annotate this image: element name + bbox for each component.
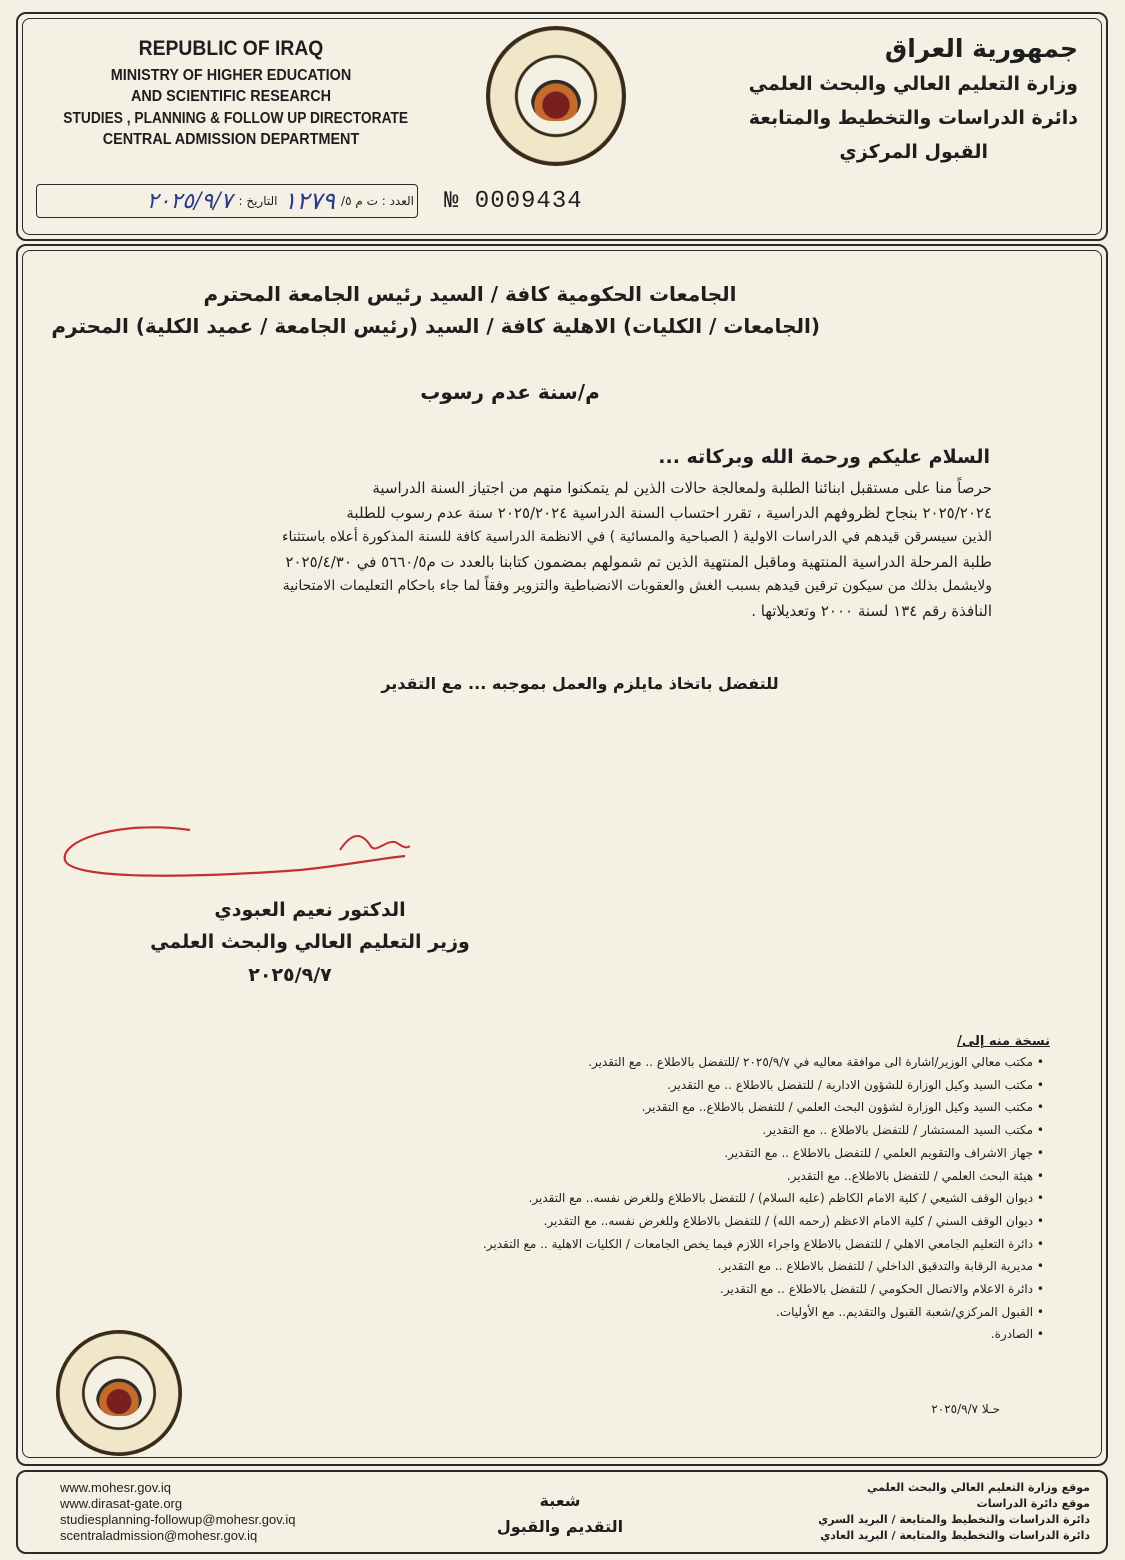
recipients-block — [51, 278, 820, 342]
footer-desc: دائرة الدراسات والتخطيط والمتابعة / البريد السري — [818, 1513, 1090, 1526]
list-item: • مديرية الرقابة والتدقيق الداخلي / للتفضل بالاطلاع .. مع التقدير. — [290, 1255, 1044, 1278]
footer-section-label: شعبة — [539, 1491, 581, 1510]
list-item: • دائرة الاعلام والاتصال الحكومي / للتفضل بالاطلاع .. مع التقدير. — [290, 1278, 1044, 1301]
body-line: طلبة المرحلة الدراسية المنتهية وماقبل المنتهية الذين تم شمولهم بمضمون كتابنا بالعدد ت م٥٦٦٠/٥ في ٢٠٢٥/٤/٣٠ — [285, 552, 992, 571]
signatory-title: وزير التعليم العالي والبحث العلمي — [150, 931, 470, 954]
list-item: • جهاز الاشراف والتقويم العلمي / للتفضل بالاطلاع .. مع التقدير. — [290, 1142, 1044, 1165]
ministry-name-ar: وزارة التعليم العالي والبحث العلمي — [748, 73, 1078, 95]
list-item: • هيئة البحث العلمي / للتفضل بالاطلاع.. مع التقدير. — [290, 1165, 1044, 1188]
body-line: ولايشمل بذلك من سيكون ترقين قيدهم بسبب الغش والعقوبات الانضباطية والتزوير وفقاً لما جاء باحكام التعليمات الامتحانية — [282, 578, 992, 594]
reference-line — [40, 186, 414, 216]
body-line: النافذة رقم ١٣٤ لسنة ٢٠٠٠ وتعديلاتها . — [751, 601, 992, 620]
list-item: • مكتب السيد المستشار / للتفضل بالاطلاع .. مع التقدير. — [290, 1119, 1044, 1142]
footer-website: www.mohesr.gov.iq — [60, 1480, 172, 1495]
copies-block — [290, 1034, 1050, 1346]
signatory-date: ٢٠٢٥/٩/٧ — [248, 963, 332, 986]
list-item: • مكتب السيد وكيل الوزارة لشؤون البحث العلمي / للتفضل بالاطلاع.. مع التقدير. — [290, 1096, 1044, 1119]
footer-contacts — [60, 1480, 420, 1544]
seal-emblem-icon — [96, 1368, 141, 1416]
body-line: حرصاً منا على مستقبل ابنائنا الطلبة ولمعالجة حالات الذين لم يتمكنوا منهم من اجتياز السنة الدراسية — [372, 479, 992, 497]
republic-title-en: REPUBLIC OF IRAQ — [138, 37, 324, 60]
copies-list — [290, 1051, 1044, 1346]
recipient-line-1: الجامعات الحكومية كافة / السيد رئيس الجامعة المحترم — [203, 282, 737, 306]
footer-desc: موقع دائرة الدراسات — [976, 1497, 1090, 1510]
footer-email: studiesplanning-followup@mohesr.gov.iq — [60, 1512, 296, 1527]
signatory-block — [140, 894, 480, 991]
footer-section-name: التقديم والقبول — [496, 1517, 624, 1536]
greeting: السلام عليكم ورحمة الله وبركاته ... — [658, 446, 990, 468]
footer-website-2: www.dirasat-gate.org — [60, 1496, 183, 1511]
footer-desc: دائرة الدراسات والتخطيط والمتابعة / البريد العادي — [820, 1529, 1090, 1542]
department-name-ar: القبول المركزي — [839, 141, 988, 163]
seal-emblem-icon — [531, 68, 581, 121]
footer-email-2: scentraladmission@mohesr.gov.iq — [60, 1528, 258, 1543]
list-item: • مكتب السيد وكيل الوزارة للشؤون الادارية / للتفضل بالاطلاع .. مع التقدير. — [290, 1074, 1044, 1097]
date-value: ٢٠٢٥/٩/٧ — [146, 188, 233, 214]
list-item: • ديوان الوقف السني / كلية الامام الاعظم (رحمه الله) / للتفضل بالاطلاع وللغرض نفسه.. مع التقدير. — [290, 1210, 1044, 1233]
recipient-line-2: (الجامعات / الكليات) الاهلية كافة / السيد (رئيس الجامعة / عميد الكلية) المحترم — [51, 314, 820, 338]
footer-section — [470, 1488, 650, 1540]
serial-number: № 0009434 — [444, 188, 583, 215]
department-name-en: CENTRAL ADMISSION DEPARTMENT — [102, 130, 360, 148]
body-line: ٢٠٢٥/٢٠٢٤ بنجاح لظروفهم الدراسية ، تقرر احتساب السنة الدراسية ٢٠٢٥/٢٠٢٤ سنة عدم رسوب للطلبة — [346, 503, 992, 522]
closing-line: للتفضل باتخاذ مايلزم والعمل بموجبه ... مع التقدير — [381, 674, 779, 693]
footer-desc: موقع وزارة التعليم العالي والبحث العلمي — [867, 1481, 1090, 1494]
list-item: • دائرة التعليم الجامعي الاهلي / للتفضل بالاطلاع واجراء اللازم فيما يخص الجامعات / الكليات الاهلية .. مع التقدير. — [290, 1233, 1044, 1256]
english-letterhead — [36, 36, 426, 149]
list-item: • ديوان الوقف الشيعي / كلية الامام الكاظم (عليه السلام) / للتفضل بالاطلاع وللغرض نفسه.. مع التقدير. — [290, 1187, 1044, 1210]
reference-label: العدد : ت م ٥/ — [341, 194, 414, 208]
subject: م/سنة عدم رسوب — [420, 380, 600, 404]
body-line: الذين سيسرقن قيدهم في الدراسات الاولية ( الصباحية والمسائية ) في الانظمة الدراسية كافة للسنة المذكورة أعلاه باستثناء — [281, 529, 992, 545]
arabic-letterhead — [690, 34, 1078, 163]
republic-title-ar: جمهورية العراق — [884, 34, 1078, 63]
directorate-name-ar: دائرة الدراسات والتخطيط والمتابعة — [748, 107, 1078, 129]
list-item: • الصادرة. — [290, 1323, 1044, 1346]
signatory-name: الدكتور نعيم العبودي — [214, 899, 406, 921]
reference-number: ١٢٧٩ — [283, 187, 336, 215]
list-item: • القبول المركزي/شعبة القبول والتقديم.. مع الأوليات. — [290, 1301, 1044, 1324]
initials-date: حـلا ٢٠٢٥/٩/٧ — [931, 1402, 1000, 1416]
ministry-seal-logo — [486, 26, 626, 166]
footer-seal-logo — [56, 1330, 182, 1456]
footer-descriptions — [740, 1480, 1090, 1544]
directorate-name-en: STUDIES , PLANNING & FOLLOW UP DIRECTORATE — [63, 109, 409, 127]
copies-heading: نسخة منه إلى/ — [957, 1034, 1050, 1049]
letter-body — [112, 476, 992, 623]
list-item: • مكتب معالي الوزير/اشارة الى موافقة معاليه في ٢٠٢٥/٩/٧ /للتفضل بالاطلاع .. مع التقدير. — [290, 1051, 1044, 1074]
ministry-name-en: MINISTRY OF HIGHER EDUCATION — [110, 67, 352, 85]
ministry-name-en-2: AND SCIENTIFIC RESEARCH — [130, 88, 331, 106]
date-label: التاريخ : — [238, 194, 278, 208]
